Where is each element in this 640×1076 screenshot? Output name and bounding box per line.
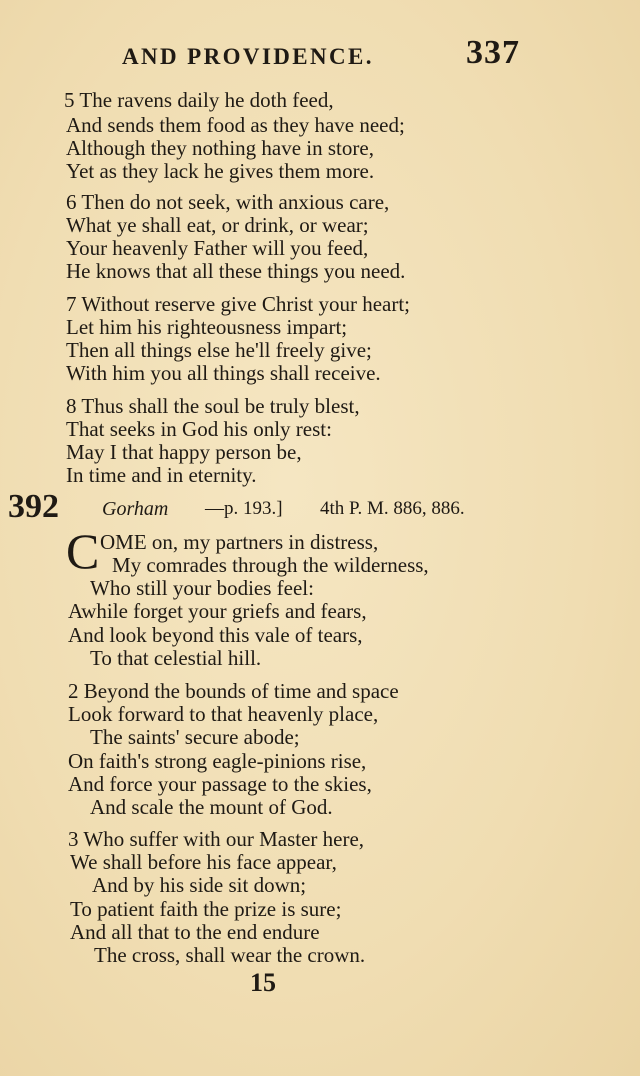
verse-line: OME on, my partners in distress,	[100, 530, 379, 554]
verse-line: And force your passage to the skies,	[68, 772, 372, 796]
verse-line: To that celestial hill.	[90, 646, 262, 670]
verse-line: May I that happy person be,	[66, 440, 302, 464]
verse-line: Who still your bodies feel:	[90, 576, 314, 600]
verse-line: We shall before his face appear,	[70, 850, 337, 874]
verse-line: 5 The ravens daily he doth feed,	[64, 88, 334, 112]
verse-line: He knows that all these things you need.	[66, 259, 406, 283]
verse-line: And scale the mount of God.	[90, 795, 333, 819]
verse-line: 6 Then do not seek, with anxious care,	[66, 190, 390, 214]
verse-line: To patient faith the prize is sure;	[70, 897, 342, 921]
verse-line: On faith's strong eagle-pinions rise,	[68, 749, 367, 773]
verse-line: That seeks in God his only rest:	[66, 417, 332, 441]
running-title: AND PROVIDENCE.	[122, 44, 374, 69]
verse-line: Your heavenly Father will you feed,	[66, 236, 369, 260]
verse-line: 7 Without reserve give Christ your heart;	[66, 292, 411, 316]
signature-mark: 15	[250, 968, 276, 997]
tune-name: Gorham	[102, 498, 169, 520]
hymn-number: 392	[8, 488, 59, 525]
verse-line: Then all things else he'll freely give;	[66, 338, 372, 362]
drop-cap: C	[66, 523, 100, 579]
verse-line: What ye shall eat, or drink, or wear;	[66, 213, 369, 237]
verse-line: Although they nothing have in store,	[66, 136, 374, 160]
verse-line: Yet as they lack he gives them more.	[66, 159, 375, 183]
verse-line: And sends them food as they have need;	[66, 113, 405, 137]
verse-line: 8 Thus shall the soul be truly blest,	[66, 394, 360, 418]
verse-line: The cross, shall wear the crown.	[94, 943, 366, 967]
verse-line: 3 Who suffer with our Master here,	[68, 827, 365, 851]
verse-line: The saints' secure abode;	[90, 725, 300, 749]
running-header	[0, 34, 640, 84]
verse-line: In time and in eternity.	[66, 463, 257, 487]
tune-page-reference: —p. 193.]	[205, 498, 283, 519]
verse-line: And look beyond this vale of tears,	[68, 623, 363, 647]
verse-line: My comrades through the wilderness,	[112, 553, 429, 577]
verse-line: Let him his righteousness impart;	[66, 315, 348, 339]
verse-line: With him you all things shall receive.	[66, 361, 381, 385]
meter-label: 4th P. M. 886, 886.	[320, 498, 465, 519]
verse-line: And by his side sit down;	[92, 873, 307, 897]
verse-line: And all that to the end endure	[70, 920, 320, 944]
verse-line: 2 Beyond the bounds of time and space	[68, 679, 399, 703]
verse-line: Awhile forget your griefs and fears,	[68, 599, 367, 623]
page-number: 337	[466, 34, 520, 71]
verse-line: Look forward to that heavenly place,	[68, 702, 379, 726]
